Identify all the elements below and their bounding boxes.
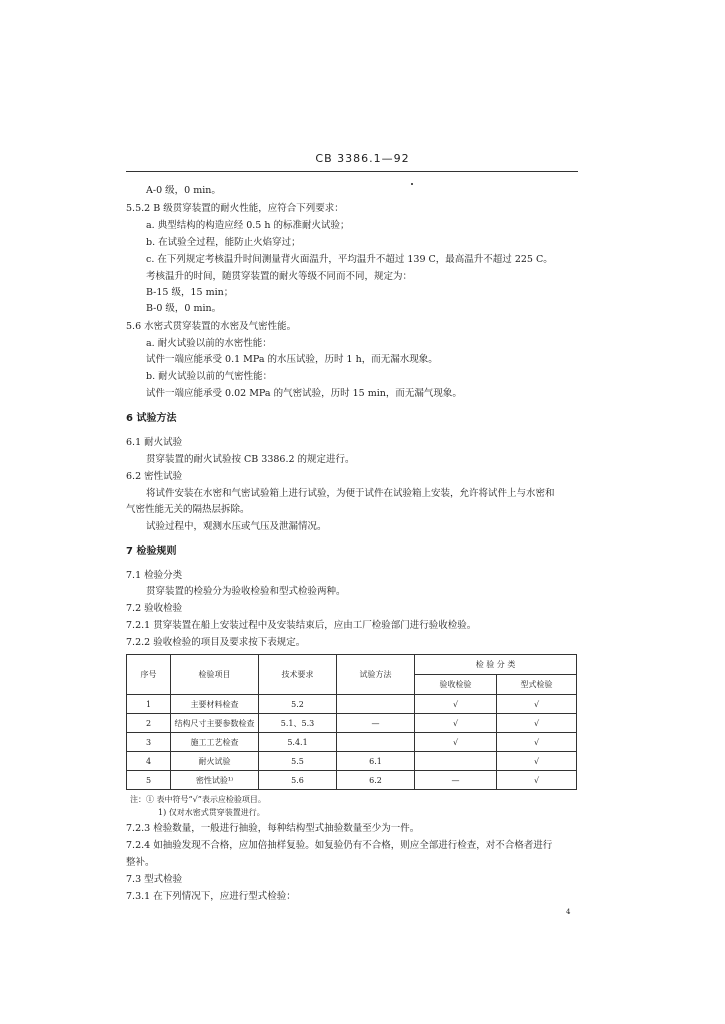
cell-acceptance: — [415,771,497,790]
table-row [127,695,577,714]
cell-requirement: 5.1、5.3 [259,714,337,733]
cell-item: 结构尺寸主要参数检查 [171,714,259,733]
clause-7-3-1: 7.3.1 在下列情况下，应进行型式检验： [126,891,296,902]
clause-7-2-1: 7.2.1 贯穿装置在船上安装过程中及安装结束后，应由工厂检验部门进行验收检验。 [126,620,477,631]
text-line: 气密性能无关的隔热层拆除。 [126,504,250,515]
cell-item: 施工工艺检查 [171,733,259,752]
text-line: 试件一端应能承受 0.02 MPa 的气密试验，历时 15 min，而无漏气现象。 [146,388,462,399]
cell-no: 2 [127,714,171,733]
cell-type-test: √ [497,771,577,790]
cell-acceptance: √ [415,695,497,714]
cell-method [337,695,415,714]
cell-type-test: √ [497,752,577,771]
table-note-1: 注：① 表中符号“√”表示应检验项目。 [130,795,266,804]
cell-requirement: 5.5 [259,752,337,771]
text-line: b. 在试验全过程，能防止火焰穿过； [146,237,301,248]
clause-7-2-2: 7.2.2 验收检验的项目及要求按下表规定。 [126,637,306,648]
col-header-category: 检 验 分 类 [415,655,577,675]
table-row [127,714,577,733]
text-line: 考核温升的时间，随贯穿装置的耐火等级不同而不同，规定为： [146,271,413,282]
cell-acceptance [415,752,497,771]
text-line: A-0 级，0 min。 [146,185,221,196]
clause-5-6: 5.6 水密式贯穿装置的水密及气密性能。 [126,321,297,332]
cell-acceptance: √ [415,714,497,733]
table-row [127,733,577,752]
text-line: 试件一端应能承受 0.1 MPa 的水压试验，历时 1 h，而无漏水现象。 [146,354,438,365]
cell-method: 6.1 [337,752,415,771]
section-6-heading: 6 试验方法 [126,413,177,424]
section-7-heading: 7 检验规则 [126,546,177,557]
text-line: 整补。 [126,857,155,868]
clause-7-2-3: 7.2.3 检验数量，一般进行抽验，每种结构型式抽验数量至少为一件。 [126,823,420,834]
clause-5-5-2: 5.5.2 B 级贯穿装置的耐火性能，应符合下列要求： [126,203,344,214]
text-line: a. 典型结构的构造应经 0.5 h 的标准耐火试验； [146,220,350,231]
cell-no: 1 [127,695,171,714]
clause-7-2: 7.2 验收检验 [126,603,183,614]
cell-item: 密性试验¹⁾ [171,771,259,790]
col-header-type-test: 型式检验 [497,675,577,695]
cell-requirement: 5.2 [259,695,337,714]
scan-speck [411,183,413,185]
header-rule [126,171,578,172]
cell-requirement: 5.6 [259,771,337,790]
text-line: 将试件安装在水密和气密试验箱上进行试验，为便于试件在试验箱上安装，允许将试件上与水密和 [146,488,555,499]
document-header: CB 3386.1—92 [315,152,410,165]
clause-6-1: 6.1 耐火试验 [126,437,183,448]
col-header-method: 试验方法 [337,655,415,695]
cell-type-test: √ [497,714,577,733]
text-line: B-0 级，0 min。 [146,303,222,314]
text-line: a. 耐火试验以前的水密性能： [146,338,272,349]
clause-7-2-4: 7.2.4 如抽验发现不合格，应加倍抽样复验。如复验仍有不合格，则应全部进行检查，对不合格者进行 [126,840,553,851]
table-row [127,771,577,790]
clause-6-2: 6.2 密性试验 [126,471,183,482]
cell-method: — [337,714,415,733]
cell-method: 6.2 [337,771,415,790]
clause-7-3: 7.3 型式检验 [126,874,183,885]
text-line: 试验过程中，观测水压或气压及泄漏情况。 [146,521,327,532]
cell-acceptance: √ [415,733,497,752]
text-line: b. 耐火试验以前的气密性能： [146,371,273,382]
text-line: 贯穿装置的检验分为验收检验和型式检验两种。 [146,586,346,597]
cell-item: 耐火试验 [171,752,259,771]
page-number: 4 [566,908,571,916]
cell-item: 主要材料检查 [171,695,259,714]
cell-type-test: √ [497,695,577,714]
table-row [127,752,577,771]
col-header-acceptance: 验收检验 [415,675,497,695]
cell-type-test: √ [497,733,577,752]
col-header-no: 序号 [127,655,171,695]
text-line: B-15 级，15 min； [146,287,234,298]
col-header-requirement: 技术要求 [259,655,337,695]
clause-7-1: 7.1 检验分类 [126,570,183,581]
cell-no: 3 [127,733,171,752]
cell-no: 5 [127,771,171,790]
cell-requirement: 5.4.1 [259,733,337,752]
table-note-2: 1) 仅对水密式贯穿装置进行。 [158,808,265,817]
inspection-table [126,654,577,790]
text-line: c. 在下列规定考核温升时间测量背火面温升，平均温升不超过 139 C，最高温升不超过 225 C。 [146,254,553,265]
text-line: 贯穿装置的耐火试验按 CB 3386.2 的规定进行。 [146,454,355,465]
col-header-item: 检验项目 [171,655,259,695]
cell-no: 4 [127,752,171,771]
cell-method [337,733,415,752]
